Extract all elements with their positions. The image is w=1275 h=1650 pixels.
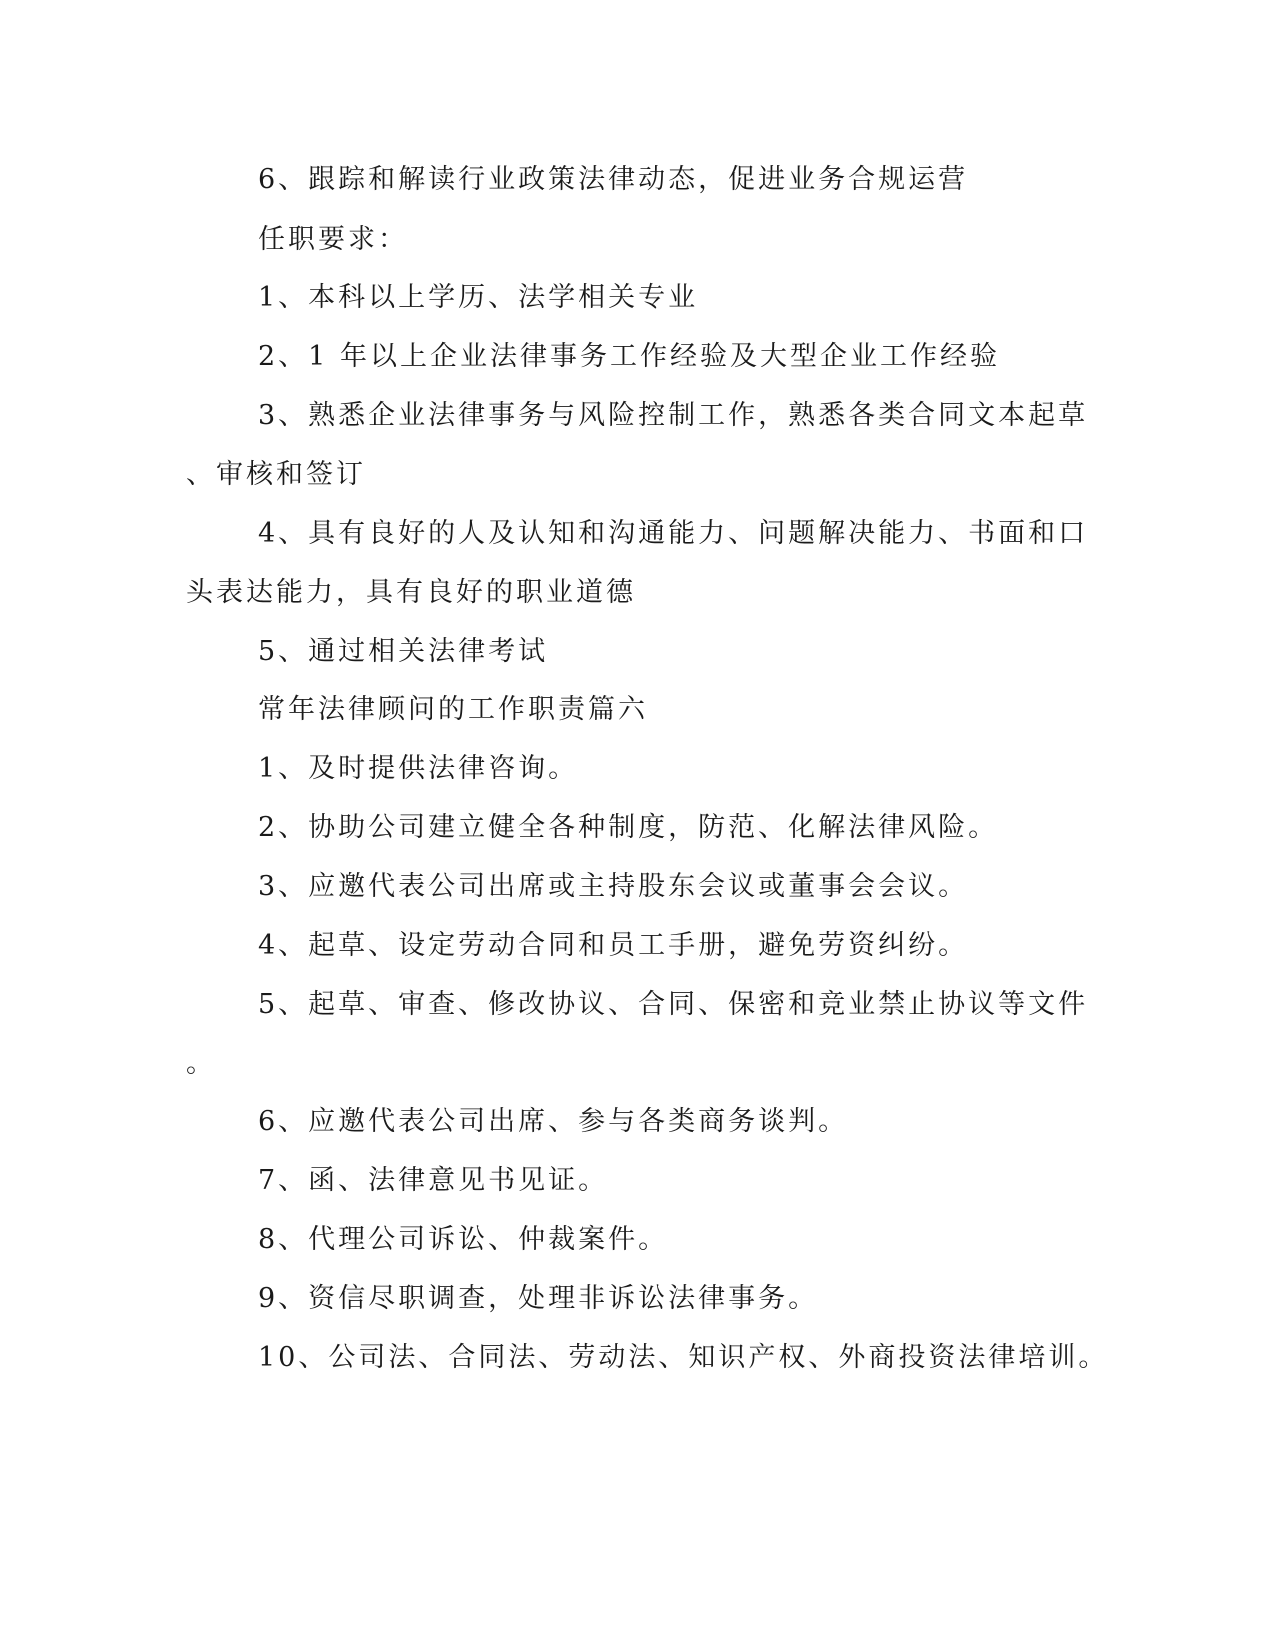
duty-item-6: 6、跟踪和解读行业政策法律动态，促进业务合规运营 (258, 164, 969, 195)
responsibility-item-2: 2、协助公司建立健全各种制度，防范、化解法律风险。 (258, 812, 999, 843)
responsibility-item-10: 10、公司法、合同法、劳动法、知识产权、外商投资法律培训。 (258, 1342, 1109, 1373)
responsibility-item-8: 8、代理公司诉讼、仲裁案件。 (258, 1224, 669, 1255)
responsibility-item-4: 4、起草、设定劳动合同和员工手册，避免劳资纠纷。 (258, 930, 969, 961)
requirement-item-3: 3、熟悉企业法律事务与风险控制工作，熟悉各类合同文本起草 (258, 400, 1089, 431)
requirements-heading: 任职要求： (258, 224, 408, 255)
section-heading: 常年法律顾问的工作职责篇六 (258, 694, 648, 725)
responsibility-item-5: 5、起草、审查、修改协议、合同、保密和竞业禁止协议等文件 (258, 989, 1089, 1020)
requirement-item-4-continued: 头表达能力，具有良好的职业道德 (186, 577, 636, 608)
responsibility-item-9: 9、资信尽职调查，处理非诉讼法律事务。 (258, 1283, 819, 1314)
responsibility-item-1: 1、及时提供法律咨询。 (258, 753, 579, 784)
responsibility-item-5-continued: 。 (186, 1048, 216, 1079)
responsibility-item-6: 6、应邀代表公司出席、参与各类商务谈判。 (258, 1106, 849, 1137)
requirement-item-1: 1、本科以上学历、法学相关专业 (258, 282, 699, 313)
responsibility-item-3: 3、应邀代表公司出席或主持股东会议或董事会会议。 (258, 871, 969, 902)
requirement-item-5: 5、通过相关法律考试 (258, 636, 549, 667)
responsibility-item-7: 7、函、法律意见书见证。 (258, 1165, 609, 1196)
requirement-item-3-continued: 、审核和签订 (186, 459, 366, 490)
requirement-item-2: 2、1 年以上企业法律事务工作经验及大型企业工作经验 (258, 341, 1000, 372)
requirement-item-4: 4、具有良好的人及认知和沟通能力、问题解决能力、书面和口 (258, 518, 1089, 549)
